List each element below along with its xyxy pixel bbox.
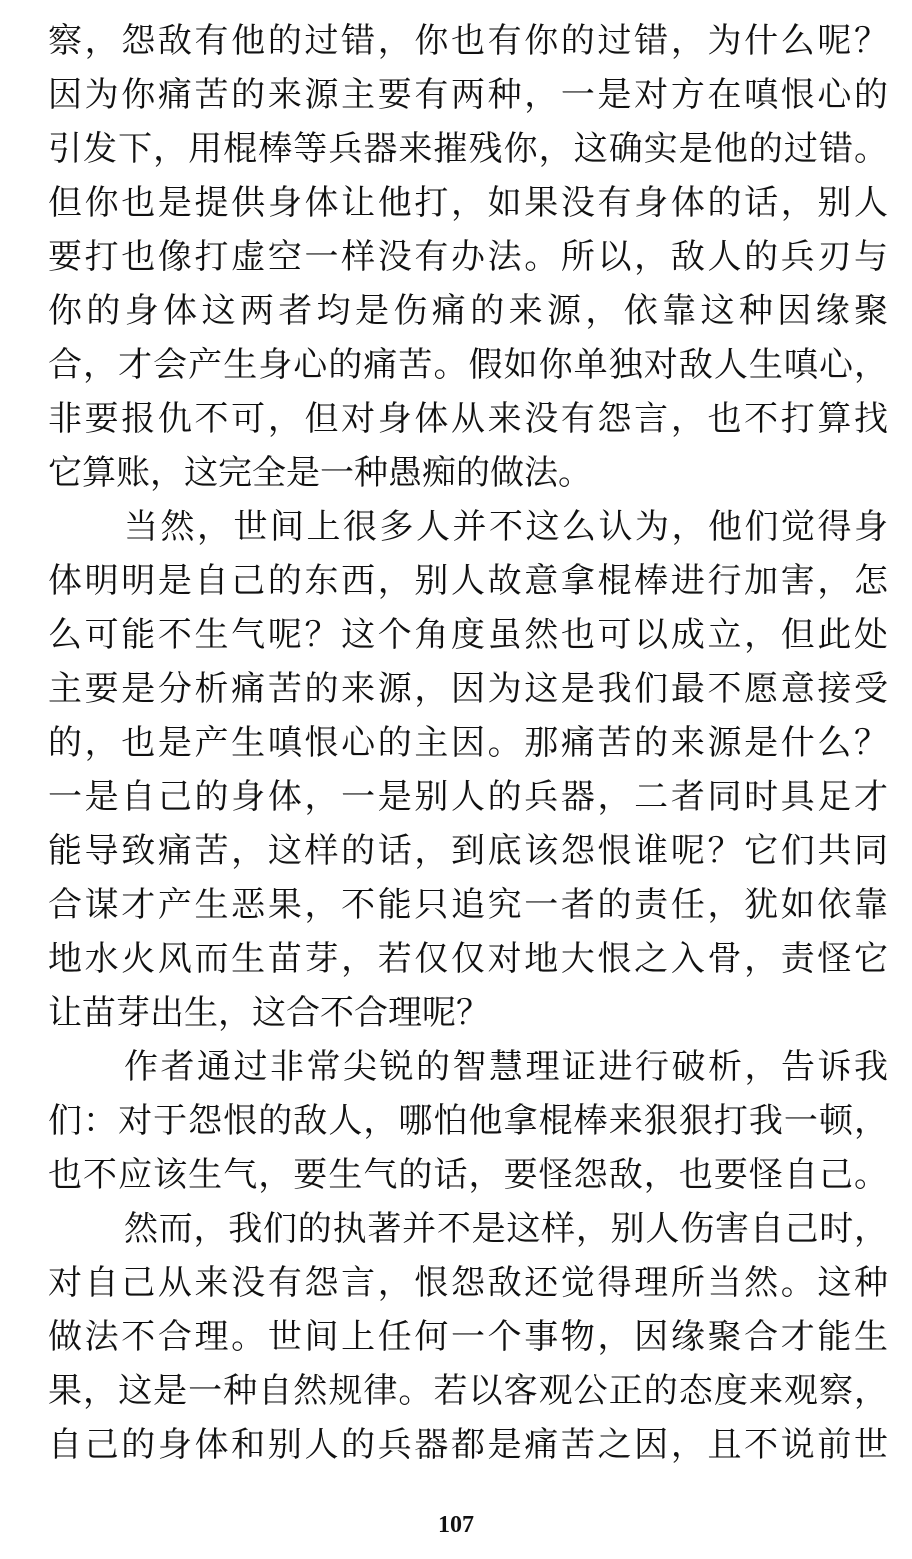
text-line: 引发下，用棍棒等兵器来摧残你，这确实是他的过错。	[48, 129, 888, 169]
page-body	[48, 14, 888, 1472]
page-number: 107	[438, 1512, 474, 1538]
text-line: 的，也是产生嗔恨心的主因。那痛苦的来源是什么？	[48, 723, 888, 763]
text-line: 一是自己的身体，一是别人的兵器，二者同时具足才	[48, 777, 888, 817]
text-line: 合谋才产生恶果，不能只追究一者的责任，犹如依靠	[48, 885, 888, 925]
text-line: 然而，我们的执著并不是这样，别人伤害自己时，	[124, 1209, 888, 1249]
text-line: 当然，世间上很多人并不这么认为，他们觉得身	[124, 507, 888, 547]
text-line: 们：对于怨恨的敌人，哪怕他拿棍棒来狠狠打我一顿，	[48, 1101, 888, 1141]
text-line: 主要是分析痛苦的来源，因为这是我们最不愿意接受	[48, 669, 888, 709]
text-line: 体明明是自己的东西，别人故意拿棍棒进行加害，怎	[48, 561, 888, 601]
text-line: 合，才会产生身心的痛苦。假如你单独对敌人生嗔心，	[48, 345, 888, 385]
text-line: 要打也像打虚空一样没有办法。所以，敌人的兵刃与	[48, 237, 888, 277]
text-line: 果，这是一种自然规律。若以客观公正的态度来观察，	[48, 1371, 888, 1411]
text-line: 做法不合理。世间上任何一个事物，因缘聚合才能生	[48, 1317, 888, 1357]
text-line: 但你也是提供身体让他打，如果没有身体的话，别人	[48, 183, 888, 223]
text-line: 因为你痛苦的来源主要有两种，一是对方在嗔恨心的	[48, 75, 888, 115]
text-line: 作者通过非常尖锐的智慧理证进行破析，告诉我	[124, 1047, 888, 1087]
text-line: 你的身体这两者均是伤痛的来源，依靠这种因缘聚	[48, 291, 888, 331]
text-line: 对自己从来没有怨言，恨怨敌还觉得理所当然。这种	[48, 1263, 888, 1303]
text-line: 察，怨敌有他的过错，你也有你的过错，为什么呢？	[48, 21, 888, 61]
text-line: 么可能不生气呢？这个角度虽然也可以成立，但此处	[48, 615, 888, 655]
text-line: 非要报仇不可，但对身体从来没有怨言，也不打算找	[48, 399, 888, 439]
text-line: 让苗芽出生，这合不合理呢？	[48, 993, 490, 1033]
text-line: 地水火风而生苗芽，若仅仅对地大恨之入骨，责怪它	[48, 939, 888, 979]
text-line: 能导致痛苦，这样的话，到底该怨恨谁呢？它们共同	[48, 831, 888, 871]
text-line: 它算账，这完全是一种愚痴的做法。	[48, 453, 592, 493]
text-line: 也不应该生气，要生气的话，要怪怨敌，也要怪自己。	[48, 1155, 888, 1195]
text-line: 自己的身体和别人的兵器都是痛苦之因，且不说前世	[48, 1425, 888, 1465]
